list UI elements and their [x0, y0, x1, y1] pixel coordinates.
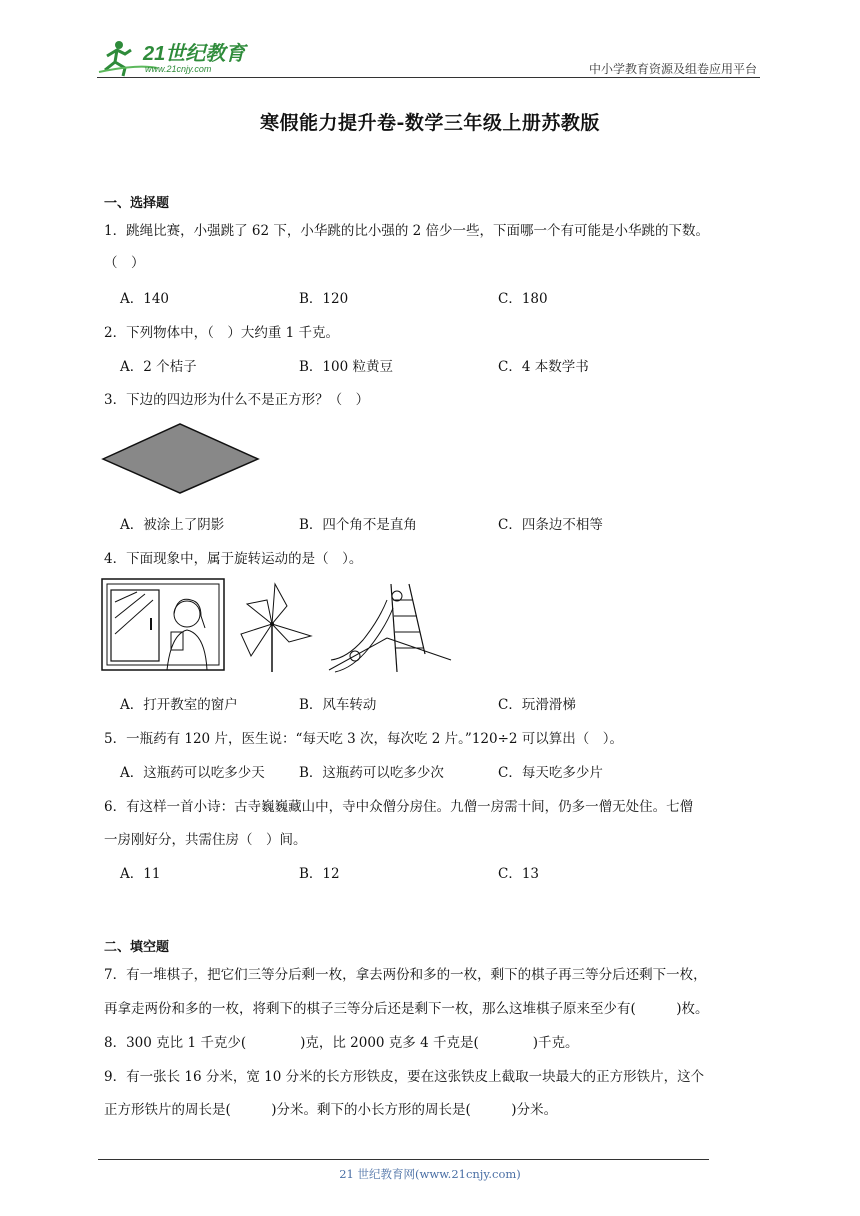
- q5-option-c[interactable]: C．每天吃多少片: [498, 765, 603, 781]
- logo-url: www.21cnjy.com: [145, 64, 212, 74]
- q2-option-a[interactable]: A．2 个桔子: [120, 359, 197, 375]
- question-9: 9．有一张长 16 分米，宽 10 分米的长方形铁皮，要在这张铁皮上截取一块最大的正方形铁片，这个: [104, 1069, 705, 1085]
- section-heading-fill: 二、填空题: [104, 940, 170, 955]
- question-4: 4．下面现象中，属于旋转运动的是（ ）。: [104, 551, 363, 567]
- q6-option-b[interactable]: B．12: [299, 866, 340, 882]
- q3-option-c[interactable]: C．四条边不相等: [498, 517, 603, 533]
- q1-option-b[interactable]: B．120: [299, 291, 349, 307]
- q4-option-c[interactable]: C．玩滑滑梯: [498, 697, 576, 713]
- logo-text: 21世纪教育: [143, 43, 246, 65]
- question-1-cont: （ ）: [104, 255, 145, 271]
- q3-option-b[interactable]: B．四个角不是直角: [299, 517, 417, 533]
- q4-option-b[interactable]: B．风车转动: [299, 697, 377, 713]
- question-6-cont: 一房刚好分，共需住房（ ）间。: [104, 832, 307, 848]
- footer-link[interactable]: 21 世纪教育网(www.21cnjy.com): [339, 1167, 521, 1181]
- q5-option-a[interactable]: A．这瓶药可以吃多少天: [120, 765, 265, 781]
- page-title: 寒假能力提升卷-数学三年级上册苏教版: [260, 112, 600, 134]
- slide-image: [327, 580, 453, 678]
- q2-option-b[interactable]: B．100 粒黄豆: [299, 359, 393, 375]
- pinwheel-image: [237, 580, 317, 674]
- runner-logo-icon: [97, 38, 257, 78]
- q2-option-c[interactable]: C．4 本数学书: [498, 359, 589, 375]
- footer-divider: [98, 1159, 709, 1160]
- question-7-cont: 再拿走两份和多的一枚，将剩下的棋子三等分后还是剩下一枚，那么这堆棋子原来至少有( )枚。: [104, 1001, 709, 1017]
- q4-option-a[interactable]: A．打开教室的窗户: [120, 697, 238, 713]
- section-heading-choice: 一、选择题: [104, 196, 170, 211]
- header-divider: [97, 77, 760, 78]
- question-5: 5．一瓶药有 120 片，医生说：“每天吃 3 次，每次吃 2 片。”120÷2 可以算出（ ）。: [104, 731, 624, 747]
- q6-option-c[interactable]: C．13: [498, 866, 540, 882]
- rhombus-figure: [100, 422, 262, 496]
- question-3: 3．下边的四边形为什么不是正方形？（ ）: [104, 392, 370, 408]
- question-8: 8．300 克比 1 千克少( )克，比 2000 克多 4 千克是( )千克。: [104, 1035, 579, 1051]
- logo: [97, 38, 257, 78]
- question-7: 7．有一堆棋子，把它们三等分后剩一枚，拿去两份和多的一枚，剩下的棋子再三等分后还剩下一枚，: [104, 967, 707, 983]
- q3-option-a[interactable]: A．被涂上了阴影: [120, 517, 225, 533]
- platform-name: 中小学教育资源及组卷应用平台: [588, 62, 757, 76]
- q6-option-a[interactable]: A．11: [120, 866, 161, 882]
- question-9-cont: 正方形铁片的周长是( )分米。剩下的小长方形的周长是( )分米。: [104, 1102, 558, 1118]
- q1-option-c[interactable]: C．180: [498, 291, 548, 307]
- question-6: 6．有这样一首小诗：古寺巍巍藏山中，寺中众僧分房住。九僧一房需十间，仍多一僧无处住。七僧: [104, 799, 694, 815]
- window-girl-image: [101, 578, 226, 672]
- q1-option-a[interactable]: A．140: [120, 291, 170, 307]
- q5-option-b[interactable]: B．这瓶药可以吃多少次: [299, 765, 444, 781]
- question-1: 1．跳绳比赛，小强跳了 62 下，小华跳的比小强的 2 倍少一些，下面哪一个有可能是小华跳的下数。: [104, 223, 710, 239]
- question-2: 2．下列物体中，（ ）大约重 1 千克。: [104, 325, 340, 341]
